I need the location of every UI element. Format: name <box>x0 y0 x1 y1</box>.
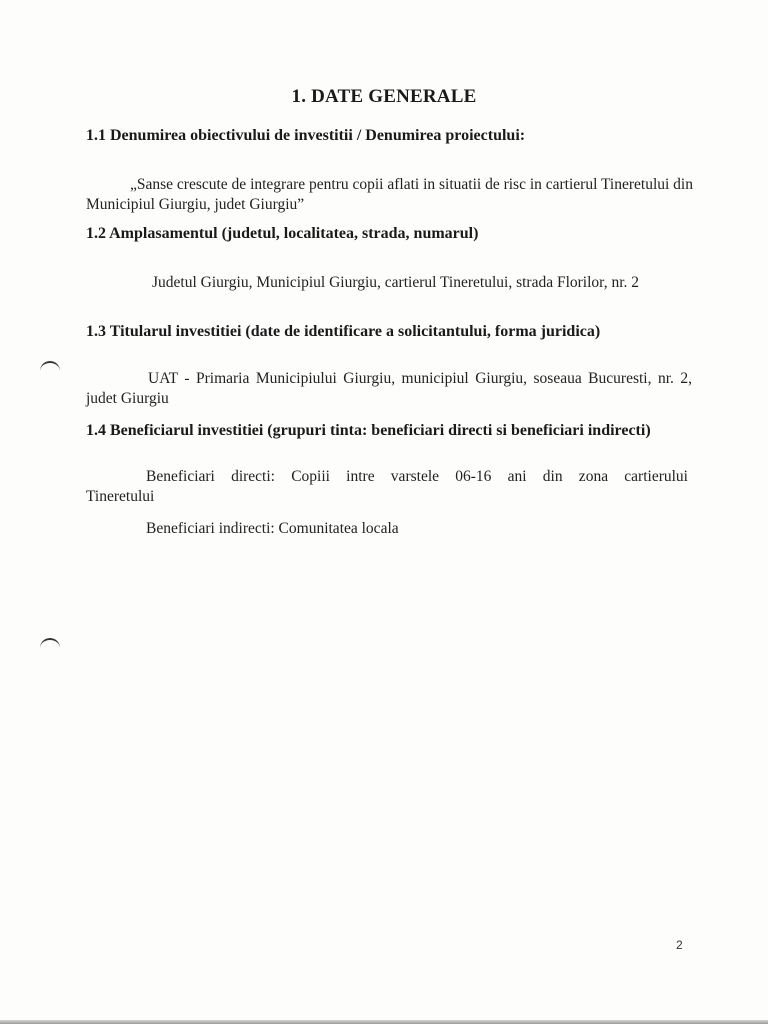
page-number: 2 <box>676 938 683 952</box>
section-heading-titular: 1.3 Titularul investitiei (date de identificare a solicitantului, forma juridica) <box>86 323 601 340</box>
punch-hole-mark <box>40 638 60 650</box>
section-paragraph-beneficiari-directi: Beneficiari directi: Copiii intre varstele 06-16 ani din zona cartierului Tineretului <box>86 468 688 505</box>
section-heading-amplasament: 1.2 Amplasamentul (judetul, localitatea, strada, numarul) <box>86 225 479 242</box>
section-heading-denumire: 1.1 Denumirea obiectivului de investitii / Denumirea proiectului: <box>86 127 526 144</box>
section-paragraph-titular: UAT - Primaria Municipiului Giurgiu, municipiul Giurgiu, soseaua Bucuresti, nr. 2, judet Giurgiu <box>86 370 692 407</box>
section-paragraph-beneficiari-indirecti: Beneficiari indirecti: Comunitatea locala <box>146 520 399 537</box>
scan-edge-line <box>0 1020 768 1024</box>
section-paragraph-denumire: „Sanse crescute de integrare pentru copii aflati in situatii de risc in cartierul Tineretului din Municipiul Giurgiu, judet Giurgiu” <box>86 176 693 213</box>
section-heading-beneficiar: 1.4 Beneficiarul investitiei (grupuri tinta: beneficiari directi si beneficiari indirecti) <box>86 422 651 439</box>
document-title: 1. DATE GENERALE <box>291 86 477 107</box>
section-paragraph-amplasament: Judetul Giurgiu, Municipiul Giurgiu, cartierul Tineretului, strada Florilor, nr. 2 <box>152 274 640 291</box>
punch-hole-mark <box>40 361 60 373</box>
